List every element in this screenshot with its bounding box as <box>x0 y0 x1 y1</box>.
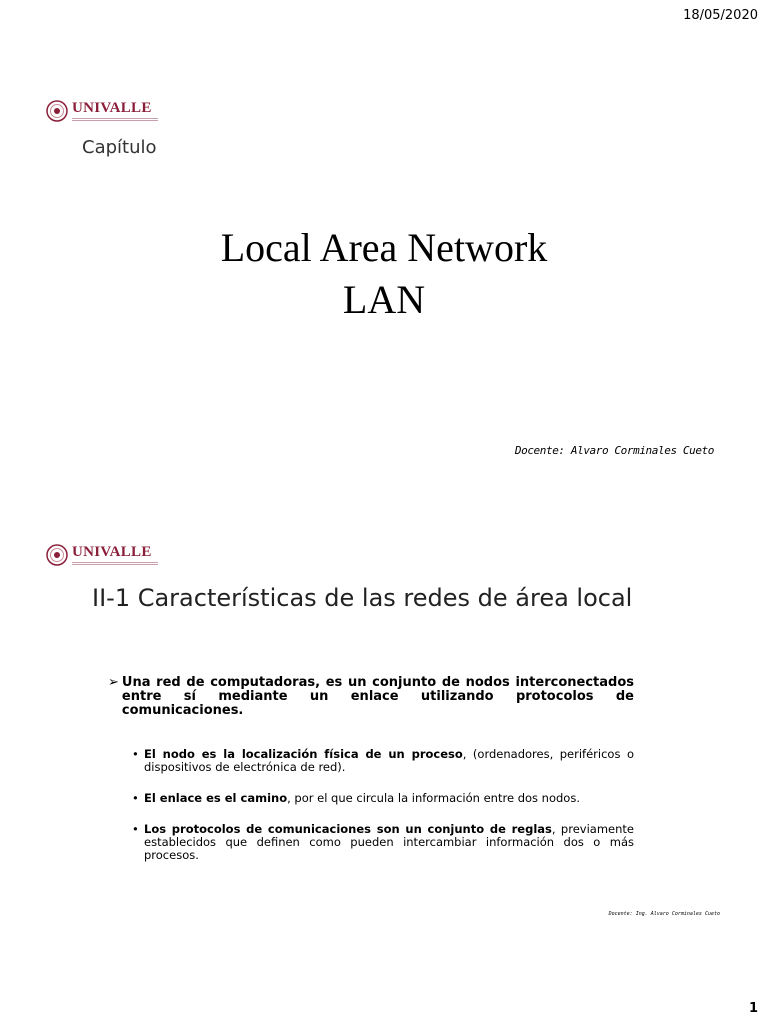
list-item <box>132 748 634 774</box>
logo-tagline <box>72 562 158 565</box>
univalle-seal-icon <box>46 100 68 122</box>
main-title <box>0 222 768 326</box>
bullet-icon: • <box>132 747 139 761</box>
footer-source: Docente: Ing. Alvaro Corminales Cueto <box>608 911 720 917</box>
bullet-icon: • <box>132 822 139 836</box>
main-point <box>108 676 634 718</box>
main-title-line1: Local Area Network <box>220 225 548 270</box>
list-item-text: , (ordenadores, periféricos o dispositivos de electrónica de red). <box>144 747 634 774</box>
logo-brand-text: UNIVALLE <box>72 100 152 116</box>
page-number: 1 <box>748 1001 758 1016</box>
page-date: 18/05/2020 <box>683 8 758 23</box>
chapter-label: Capítulo <box>82 137 157 158</box>
univalle-logo <box>46 100 158 122</box>
bullet-icon: • <box>132 791 139 805</box>
univalle-seal-icon <box>46 544 68 566</box>
main-point-text: Una red de computadoras, es un conjunto de nodos interconectados entre sí mediante un enlace utilizando protocolos de comunicaciones. <box>121 675 634 718</box>
list-item-bold: El nodo es la localización física de un proceso <box>144 747 463 761</box>
list-item-text: , previamente establecidos que definen como pueden intercambiar información dos o más procesos. <box>144 822 634 862</box>
list-item-bold: El enlace es el camino <box>144 791 288 805</box>
section-title: II-1 Características de las redes de área local <box>92 584 633 612</box>
logo-brand-text: UNIVALLE <box>72 544 152 560</box>
list-item <box>132 792 634 805</box>
main-title-line2: LAN <box>342 277 426 322</box>
list-item <box>132 823 634 862</box>
teacher-credit: Docente: Alvaro Corminales Cueto <box>514 444 714 457</box>
sub-point-list <box>108 748 634 862</box>
list-item-text: , por el que circula la información entre dos nodos. <box>287 791 580 805</box>
list-item-bold: Los protocolos de comunicaciones son un conjunto de reglas <box>144 822 552 836</box>
logo-tagline <box>72 118 158 121</box>
slide-content <box>108 676 634 880</box>
univalle-logo <box>46 544 158 566</box>
arrow-bullet-icon: ➢ <box>108 675 119 690</box>
